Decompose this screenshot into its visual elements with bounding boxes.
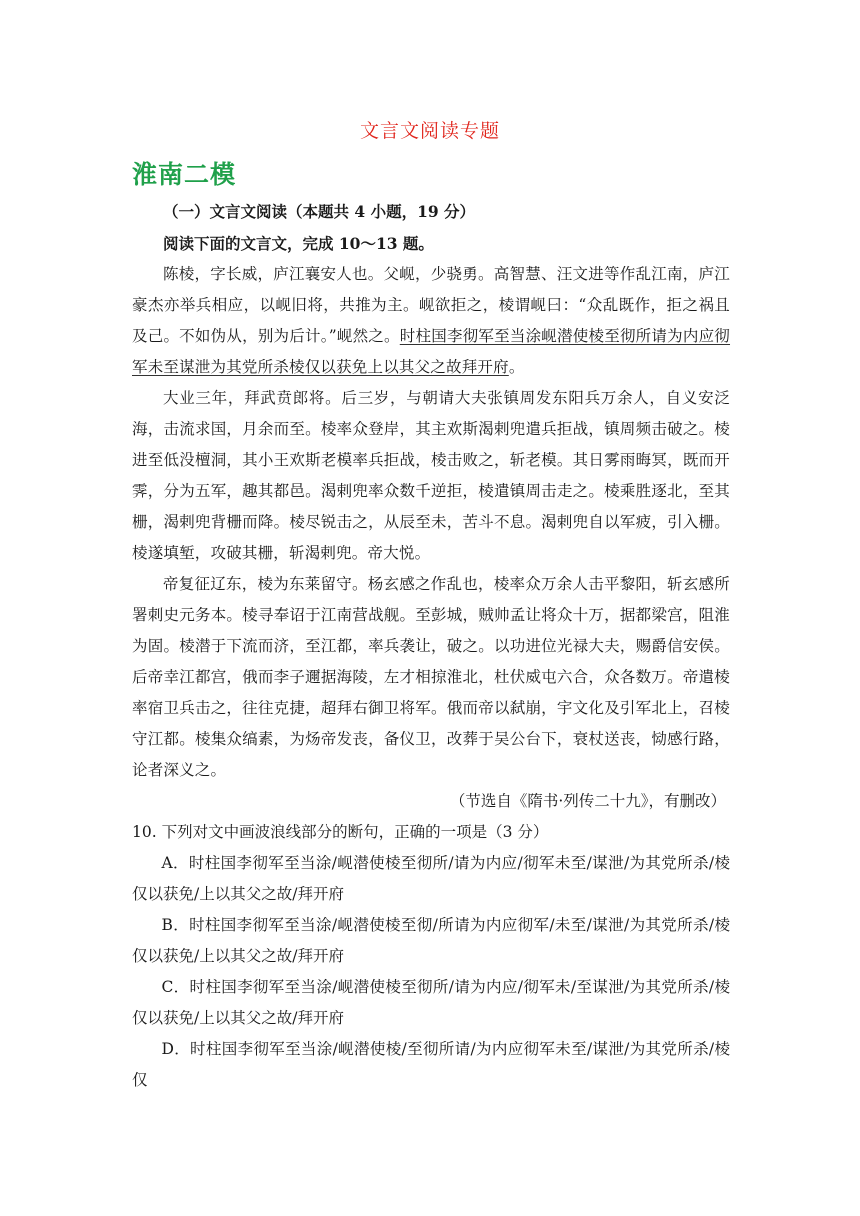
document-body bbox=[132, 196, 730, 1096]
passage-text: 陈棱，字长威，庐江襄安人也。父岘，少骁勇。高智慧、汪文进等作乱江南，庐江豪杰亦举兵相应，以岘旧将，共推为主。岘欲拒之，棱谓岘曰：“众乱既作，拒之祸且及己。不如伪从，别为后计。”岘然之。 bbox=[132, 265, 730, 345]
option-a: A．时柱国李彻军至当涂/岘潜使棱至彻所/请为内应/彻军未至/谋泄/为其党所杀/棱仅以获免/上以其父之故/拜开府 bbox=[132, 854, 730, 903]
wavy-underlined-text: 时柱国李彻军至当涂岘潜使棱至彻所请为内应彻军未至谋泄为其党所杀棱仅以获免上以其父之故拜开府 bbox=[132, 327, 731, 376]
instruction: 阅读下面的文言文，完成 10～13 题。 bbox=[163, 233, 434, 253]
page-title: 文言文阅读专题 bbox=[359, 120, 500, 142]
passage-paragraph-1 bbox=[132, 259, 730, 383]
option-b: B．时柱国李彻军至当涂/岘潜使棱至彻/所请为内应彻军/未至/谋泄/为其党所杀/棱仅以获免/上以其父之故/拜开府 bbox=[132, 916, 730, 965]
part-heading: （一）文言文阅读（本题共 4 小题，19 分） bbox=[163, 202, 476, 221]
passage-paragraph-3: 帝复征辽东，棱为东莱留守。杨玄感之作乱也，棱率众万余人击平黎阳，斩玄感所署刺史元务本。棱寻奉诏于江南营战舰。至彭城，贼帅孟让将众十万，据都梁宫，阻淮为固。棱潜于下流而济，至江都，率兵袭让，破之。以功进位光禄大夫，赐爵信安侯。后帝幸江都宫，俄而李子邇据海陵，左才相掠淮北，杜伏威屯六合，众各数万。帝遣棱率宿卫兵击之，往往克捷，超拜右御卫将军。俄而帝以弑崩，宇文化及引军北上，召棱守江都。棱集众缟素，为炀帝发丧，备仪卫，改葬于吴公台下，衰杖送丧，恸感行路，论者深义之。 bbox=[132, 575, 730, 779]
option-c: C．时柱国李彻军至当涂/岘潜使棱至彻所/请为内应/彻军未/至谋泄/为其党所杀/棱仅以获免/上以其父之故/拜开府 bbox=[132, 978, 730, 1027]
option-d: D．时柱国李彻军至当涂/岘潜使棱/至彻所请/为内应彻军未至/谋泄/为其党所杀/棱仅 bbox=[132, 1040, 730, 1089]
passage-text: 。 bbox=[508, 358, 525, 376]
passage-paragraph-2: 大业三年，拜武贲郎将。后三岁，与朝请大夫张镇周发东阳兵万余人，自义安泛海，击流求国，月余而至。棱率众登岸，其主欢斯渴剌兜遣兵拒战，镇周频击破之。棱进至低没檀洞，其小王欢斯老模率兵拒战，棱击败之，斩老模。其日雾雨晦冥，既而开霁，分为五军，趣其都邑。渴剌兜率众数千逆拒，棱遣镇周击走之。棱乘胜逐北，至其栅，渴剌兜背栅而降。棱尽锐击之，从辰至未，苦斗不息。渴剌兜自以军疲，引入栅。棱遂填堑，攻破其栅，斩渴剌兜。帝大悦。 bbox=[132, 389, 730, 562]
question-10: 10. 下列对文中画波浪线部分的断句，正确的一项是（3 分） bbox=[132, 823, 549, 841]
source-citation: （节选自《隋书·列传二十九》，有删改） bbox=[449, 792, 726, 810]
section-heading: 淮南二模 bbox=[132, 160, 237, 189]
